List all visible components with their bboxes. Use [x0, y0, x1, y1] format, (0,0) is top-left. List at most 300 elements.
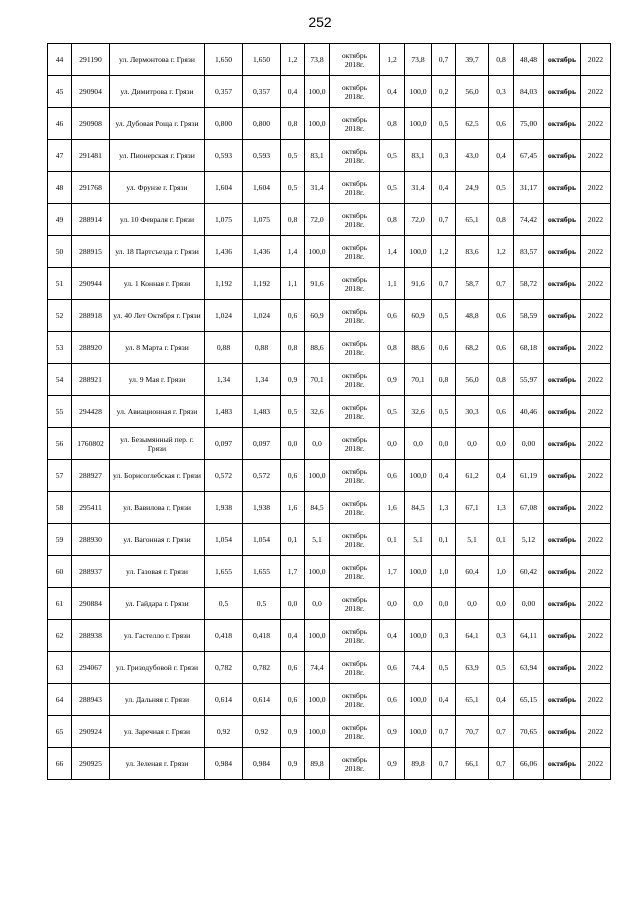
- percent-normative-cell: 60,4: [456, 556, 489, 588]
- row-number-cell: 63: [48, 652, 72, 684]
- table-row: [48, 620, 611, 652]
- percent-normative-cell: 62,5: [456, 108, 489, 140]
- length-normative-cell: 0,5: [432, 652, 456, 684]
- percent-good-2-cell: 84,5: [405, 492, 432, 524]
- length-good-2-cell: 0,9: [380, 748, 405, 780]
- deadline-year-cell: 2022: [581, 236, 611, 268]
- street-name-cell: ул. Димитрова г. Грязи: [110, 76, 205, 108]
- road-code-cell: 291481: [72, 140, 110, 172]
- length-total-cell: 0,357: [205, 76, 243, 108]
- assessment-date-cell: октябрь 2018г.: [330, 108, 380, 140]
- length-checked-cell: 0,800: [243, 108, 281, 140]
- deadline-month-cell: октябрь: [544, 44, 581, 76]
- deadline-year-cell: 2022: [581, 556, 611, 588]
- street-name-cell: ул. Фрунзе г. Грязи: [110, 172, 205, 204]
- deadline-year-cell: 2022: [581, 396, 611, 428]
- length-total-cell: 1,938: [205, 492, 243, 524]
- street-name-cell: ул. 1 Конная г. Грязи: [110, 268, 205, 300]
- deadline-month-cell: октябрь: [544, 556, 581, 588]
- percent-normative-cell: 39,7: [456, 44, 489, 76]
- length-good-2-cell: 0,8: [380, 108, 405, 140]
- row-number-cell: 64: [48, 684, 72, 716]
- length-normative-2-cell: 0,4: [489, 140, 514, 172]
- length-total-cell: 1,483: [205, 396, 243, 428]
- length-total-cell: 0,593: [205, 140, 243, 172]
- road-data-table: [47, 43, 611, 780]
- length-good-2-cell: 1,1: [380, 268, 405, 300]
- length-good-2-cell: 0,0: [380, 428, 405, 460]
- percent-good-2-cell: 88,6: [405, 332, 432, 364]
- row-number-cell: 60: [48, 556, 72, 588]
- percent-normative-2-cell: 65,15: [514, 684, 544, 716]
- row-number-cell: 56: [48, 428, 72, 460]
- assessment-date-cell: октябрь 2018г.: [330, 172, 380, 204]
- percent-normative-2-cell: 48,48: [514, 44, 544, 76]
- street-name-cell: ул. Пионерская г. Грязи: [110, 140, 205, 172]
- table-row: [48, 684, 611, 716]
- percent-normative-cell: 61,2: [456, 460, 489, 492]
- percent-good-2-cell: 100,0: [405, 76, 432, 108]
- deadline-year-cell: 2022: [581, 204, 611, 236]
- length-normative-cell: 0,0: [432, 428, 456, 460]
- assessment-date-cell: октябрь 2018г.: [330, 332, 380, 364]
- street-name-cell: ул. 8 Марта г. Грязи: [110, 332, 205, 364]
- deadline-month-cell: октябрь: [544, 140, 581, 172]
- percent-good-cell: 100,0: [305, 460, 330, 492]
- length-good-2-cell: 0,5: [380, 172, 405, 204]
- deadline-year-cell: 2022: [581, 652, 611, 684]
- deadline-month-cell: октябрь: [544, 236, 581, 268]
- length-total-cell: 0,984: [205, 748, 243, 780]
- table-row: [48, 332, 611, 364]
- deadline-year-cell: 2022: [581, 460, 611, 492]
- percent-good-2-cell: 5,1: [405, 524, 432, 556]
- percent-normative-2-cell: 84,03: [514, 76, 544, 108]
- percent-normative-cell: 83,6: [456, 236, 489, 268]
- percent-good-2-cell: 91,6: [405, 268, 432, 300]
- length-checked-cell: 1,483: [243, 396, 281, 428]
- percent-good-2-cell: 0,0: [405, 428, 432, 460]
- table-row: [48, 588, 611, 620]
- deadline-month-cell: октябрь: [544, 716, 581, 748]
- percent-good-cell: 72,0: [305, 204, 330, 236]
- table-row: [48, 652, 611, 684]
- length-good-cell: 0,0: [281, 588, 305, 620]
- length-normative-cell: 1,0: [432, 556, 456, 588]
- length-good-cell: 0,6: [281, 684, 305, 716]
- length-checked-cell: 0,572: [243, 460, 281, 492]
- length-total-cell: 1,054: [205, 524, 243, 556]
- length-normative-cell: 0,2: [432, 76, 456, 108]
- length-normative-2-cell: 1,0: [489, 556, 514, 588]
- length-good-2-cell: 0,6: [380, 652, 405, 684]
- percent-good-2-cell: 31,4: [405, 172, 432, 204]
- deadline-year-cell: 2022: [581, 172, 611, 204]
- length-normative-cell: 1,2: [432, 236, 456, 268]
- length-checked-cell: 0,418: [243, 620, 281, 652]
- length-checked-cell: 1,024: [243, 300, 281, 332]
- assessment-date-cell: октябрь 2018г.: [330, 236, 380, 268]
- length-good-2-cell: 0,0: [380, 588, 405, 620]
- length-checked-cell: 0,782: [243, 652, 281, 684]
- percent-normative-cell: 67,1: [456, 492, 489, 524]
- length-total-cell: 1,655: [205, 556, 243, 588]
- percent-normative-cell: 70,7: [456, 716, 489, 748]
- deadline-month-cell: октябрь: [544, 684, 581, 716]
- assessment-date-cell: октябрь 2018г.: [330, 396, 380, 428]
- length-total-cell: 1,436: [205, 236, 243, 268]
- length-normative-2-cell: 0,3: [489, 76, 514, 108]
- road-code-cell: 288915: [72, 236, 110, 268]
- street-name-cell: ул. Безымянный пер. г. Грязи: [110, 428, 205, 460]
- length-good-cell: 0,6: [281, 300, 305, 332]
- road-code-cell: 288930: [72, 524, 110, 556]
- percent-normative-2-cell: 83,57: [514, 236, 544, 268]
- deadline-month-cell: октябрь: [544, 76, 581, 108]
- assessment-date-cell: октябрь 2018г.: [330, 652, 380, 684]
- percent-normative-2-cell: 64,11: [514, 620, 544, 652]
- length-normative-cell: 0,5: [432, 108, 456, 140]
- length-total-cell: 0,418: [205, 620, 243, 652]
- length-checked-cell: 0,984: [243, 748, 281, 780]
- percent-normative-2-cell: 0,00: [514, 588, 544, 620]
- deadline-year-cell: 2022: [581, 684, 611, 716]
- length-normative-cell: 0,4: [432, 684, 456, 716]
- road-code-cell: 1760802: [72, 428, 110, 460]
- percent-good-cell: 100,0: [305, 684, 330, 716]
- percent-normative-cell: 0,0: [456, 588, 489, 620]
- length-good-cell: 0,0: [281, 428, 305, 460]
- length-good-2-cell: 0,6: [380, 300, 405, 332]
- length-good-cell: 0,1: [281, 524, 305, 556]
- length-good-2-cell: 1,7: [380, 556, 405, 588]
- row-number-cell: 48: [48, 172, 72, 204]
- length-good-2-cell: 0,8: [380, 332, 405, 364]
- deadline-year-cell: 2022: [581, 524, 611, 556]
- length-checked-cell: 0,5: [243, 588, 281, 620]
- length-good-2-cell: 0,4: [380, 620, 405, 652]
- length-normative-cell: 0,3: [432, 620, 456, 652]
- length-good-2-cell: 0,9: [380, 716, 405, 748]
- percent-good-cell: 89,8: [305, 748, 330, 780]
- length-checked-cell: 1,655: [243, 556, 281, 588]
- street-name-cell: ул. 9 Мая г. Грязи: [110, 364, 205, 396]
- deadline-year-cell: 2022: [581, 588, 611, 620]
- percent-good-cell: 100,0: [305, 76, 330, 108]
- percent-good-cell: 100,0: [305, 108, 330, 140]
- assessment-date-cell: октябрь 2018г.: [330, 556, 380, 588]
- length-good-cell: 1,2: [281, 44, 305, 76]
- percent-normative-2-cell: 63,94: [514, 652, 544, 684]
- percent-good-2-cell: 72,0: [405, 204, 432, 236]
- length-good-cell: 0,9: [281, 748, 305, 780]
- percent-good-cell: 100,0: [305, 716, 330, 748]
- percent-normative-2-cell: 40,46: [514, 396, 544, 428]
- deadline-year-cell: 2022: [581, 140, 611, 172]
- road-code-cell: 290925: [72, 748, 110, 780]
- length-total-cell: 1,604: [205, 172, 243, 204]
- percent-good-cell: 100,0: [305, 620, 330, 652]
- length-good-2-cell: 0,5: [380, 396, 405, 428]
- table-row: [48, 364, 611, 396]
- deadline-month-cell: октябрь: [544, 492, 581, 524]
- percent-good-cell: 60,9: [305, 300, 330, 332]
- row-number-cell: 59: [48, 524, 72, 556]
- length-normative-2-cell: 0,0: [489, 588, 514, 620]
- road-code-cell: 288921: [72, 364, 110, 396]
- percent-normative-2-cell: 75,00: [514, 108, 544, 140]
- length-normative-cell: 0,4: [432, 460, 456, 492]
- percent-good-2-cell: 100,0: [405, 620, 432, 652]
- length-normative-2-cell: 0,8: [489, 204, 514, 236]
- deadline-year-cell: 2022: [581, 364, 611, 396]
- percent-good-2-cell: 100,0: [405, 556, 432, 588]
- length-total-cell: 1,192: [205, 268, 243, 300]
- length-good-2-cell: 1,6: [380, 492, 405, 524]
- assessment-date-cell: октябрь 2018г.: [330, 140, 380, 172]
- assessment-date-cell: октябрь 2018г.: [330, 748, 380, 780]
- street-name-cell: ул. Борисоглебская г. Грязи: [110, 460, 205, 492]
- row-number-cell: 52: [48, 300, 72, 332]
- length-normative-2-cell: 0,7: [489, 748, 514, 780]
- length-good-cell: 0,8: [281, 108, 305, 140]
- length-good-cell: 0,9: [281, 716, 305, 748]
- percent-normative-2-cell: 67,45: [514, 140, 544, 172]
- length-normative-cell: 0,4: [432, 172, 456, 204]
- percent-normative-cell: 5,1: [456, 524, 489, 556]
- deadline-year-cell: 2022: [581, 300, 611, 332]
- table-body: [48, 44, 611, 780]
- deadline-month-cell: октябрь: [544, 652, 581, 684]
- length-normative-cell: 1,3: [432, 492, 456, 524]
- length-normative-2-cell: 0,8: [489, 44, 514, 76]
- length-normative-cell: 0,5: [432, 300, 456, 332]
- percent-good-2-cell: 0,0: [405, 588, 432, 620]
- percent-good-cell: 31,4: [305, 172, 330, 204]
- deadline-year-cell: 2022: [581, 620, 611, 652]
- street-name-cell: ул. Вагонная г. Грязи: [110, 524, 205, 556]
- percent-normative-cell: 63,9: [456, 652, 489, 684]
- road-code-cell: 288914: [72, 204, 110, 236]
- row-number-cell: 61: [48, 588, 72, 620]
- street-name-cell: ул. Лермонтова г. Грязи: [110, 44, 205, 76]
- length-normative-2-cell: 1,2: [489, 236, 514, 268]
- length-total-cell: 1,34: [205, 364, 243, 396]
- length-good-cell: 0,5: [281, 396, 305, 428]
- deadline-year-cell: 2022: [581, 268, 611, 300]
- assessment-date-cell: октябрь 2018г.: [330, 588, 380, 620]
- street-name-cell: ул. Заречная г. Грязи: [110, 716, 205, 748]
- length-normative-2-cell: 1,3: [489, 492, 514, 524]
- length-good-cell: 0,5: [281, 172, 305, 204]
- percent-good-cell: 0,0: [305, 428, 330, 460]
- road-code-cell: 295411: [72, 492, 110, 524]
- table-row: [48, 428, 611, 460]
- deadline-month-cell: октябрь: [544, 460, 581, 492]
- length-normative-2-cell: 0,1: [489, 524, 514, 556]
- percent-normative-cell: 43,0: [456, 140, 489, 172]
- length-normative-cell: 0,6: [432, 332, 456, 364]
- percent-good-2-cell: 89,8: [405, 748, 432, 780]
- percent-normative-2-cell: 58,72: [514, 268, 544, 300]
- road-code-cell: 288918: [72, 300, 110, 332]
- street-name-cell: ул. 18 Партсъезда г. Грязи: [110, 236, 205, 268]
- table-row: [48, 556, 611, 588]
- street-name-cell: ул. Гастелло г. Грязи: [110, 620, 205, 652]
- table-row: [48, 172, 611, 204]
- length-good-cell: 0,4: [281, 620, 305, 652]
- length-total-cell: 0,88: [205, 332, 243, 364]
- percent-normative-2-cell: 66,06: [514, 748, 544, 780]
- street-name-cell: ул. Авиационная г. Грязи: [110, 396, 205, 428]
- length-normative-cell: 0,7: [432, 44, 456, 76]
- length-good-2-cell: 0,4: [380, 76, 405, 108]
- length-normative-2-cell: 0,7: [489, 716, 514, 748]
- row-number-cell: 55: [48, 396, 72, 428]
- deadline-year-cell: 2022: [581, 492, 611, 524]
- percent-normative-cell: 68,2: [456, 332, 489, 364]
- length-normative-cell: 0,7: [432, 716, 456, 748]
- road-code-cell: 288937: [72, 556, 110, 588]
- percent-good-2-cell: 73,8: [405, 44, 432, 76]
- assessment-date-cell: октябрь 2018г.: [330, 268, 380, 300]
- assessment-date-cell: октябрь 2018г.: [330, 620, 380, 652]
- percent-good-cell: 0,0: [305, 588, 330, 620]
- street-name-cell: ул. 10 Февраля г. Грязи: [110, 204, 205, 236]
- street-name-cell: ул. Вавилова г. Грязи: [110, 492, 205, 524]
- percent-normative-cell: 65,1: [456, 684, 489, 716]
- percent-good-cell: 91,6: [305, 268, 330, 300]
- percent-good-2-cell: 100,0: [405, 108, 432, 140]
- road-code-cell: 290944: [72, 268, 110, 300]
- row-number-cell: 54: [48, 364, 72, 396]
- length-total-cell: 0,800: [205, 108, 243, 140]
- assessment-date-cell: октябрь 2018г.: [330, 684, 380, 716]
- length-total-cell: 1,650: [205, 44, 243, 76]
- percent-normative-cell: 48,8: [456, 300, 489, 332]
- percent-normative-cell: 24,9: [456, 172, 489, 204]
- percent-normative-2-cell: 31,17: [514, 172, 544, 204]
- length-good-cell: 1,4: [281, 236, 305, 268]
- percent-good-cell: 83,1: [305, 140, 330, 172]
- road-code-cell: 291768: [72, 172, 110, 204]
- percent-good-2-cell: 32,6: [405, 396, 432, 428]
- percent-normative-2-cell: 60,42: [514, 556, 544, 588]
- table-row: [48, 108, 611, 140]
- percent-good-2-cell: 100,0: [405, 236, 432, 268]
- street-name-cell: ул. Зеленая г. Грязи: [110, 748, 205, 780]
- percent-normative-cell: 64,1: [456, 620, 489, 652]
- length-good-cell: 0,6: [281, 460, 305, 492]
- deadline-year-cell: 2022: [581, 44, 611, 76]
- percent-normative-2-cell: 61,19: [514, 460, 544, 492]
- length-normative-2-cell: 0,6: [489, 108, 514, 140]
- length-checked-cell: 1,938: [243, 492, 281, 524]
- percent-good-cell: 84,5: [305, 492, 330, 524]
- percent-normative-2-cell: 55,97: [514, 364, 544, 396]
- length-good-2-cell: 0,6: [380, 460, 405, 492]
- road-code-cell: 288938: [72, 620, 110, 652]
- assessment-date-cell: октябрь 2018г.: [330, 44, 380, 76]
- length-normative-2-cell: 0,8: [489, 364, 514, 396]
- row-number-cell: 66: [48, 748, 72, 780]
- street-name-cell: ул. Дальняя г. Грязи: [110, 684, 205, 716]
- deadline-month-cell: октябрь: [544, 428, 581, 460]
- table-row: [48, 748, 611, 780]
- length-good-2-cell: 1,2: [380, 44, 405, 76]
- street-name-cell: ул. Гайдара г. Грязи: [110, 588, 205, 620]
- road-code-cell: 288920: [72, 332, 110, 364]
- length-good-2-cell: 0,9: [380, 364, 405, 396]
- deadline-month-cell: октябрь: [544, 108, 581, 140]
- length-total-cell: 1,024: [205, 300, 243, 332]
- deadline-month-cell: октябрь: [544, 172, 581, 204]
- table-row: [48, 76, 611, 108]
- percent-normative-cell: 66,1: [456, 748, 489, 780]
- assessment-date-cell: октябрь 2018г.: [330, 460, 380, 492]
- percent-normative-cell: 56,0: [456, 76, 489, 108]
- road-code-cell: 290924: [72, 716, 110, 748]
- percent-normative-2-cell: 5,12: [514, 524, 544, 556]
- percent-good-cell: 100,0: [305, 556, 330, 588]
- length-good-cell: 0,4: [281, 76, 305, 108]
- assessment-date-cell: октябрь 2018г.: [330, 204, 380, 236]
- percent-normative-2-cell: 0,00: [514, 428, 544, 460]
- deadline-month-cell: октябрь: [544, 748, 581, 780]
- percent-good-cell: 70,1: [305, 364, 330, 396]
- table-row: [48, 44, 611, 76]
- road-code-cell: 288927: [72, 460, 110, 492]
- percent-normative-cell: 65,1: [456, 204, 489, 236]
- street-name-cell: ул. Гризодубовой г. Грязи: [110, 652, 205, 684]
- length-good-2-cell: 0,5: [380, 140, 405, 172]
- row-number-cell: 58: [48, 492, 72, 524]
- table-row: [48, 268, 611, 300]
- assessment-date-cell: октябрь 2018г.: [330, 428, 380, 460]
- percent-good-cell: 88,6: [305, 332, 330, 364]
- row-number-cell: 53: [48, 332, 72, 364]
- length-checked-cell: 0,92: [243, 716, 281, 748]
- length-good-cell: 1,6: [281, 492, 305, 524]
- length-good-cell: 1,7: [281, 556, 305, 588]
- deadline-year-cell: 2022: [581, 716, 611, 748]
- assessment-date-cell: октябрь 2018г.: [330, 492, 380, 524]
- length-normative-cell: 0,0: [432, 588, 456, 620]
- length-checked-cell: 0,614: [243, 684, 281, 716]
- length-normative-2-cell: 0,5: [489, 652, 514, 684]
- row-number-cell: 50: [48, 236, 72, 268]
- assessment-date-cell: октябрь 2018г.: [330, 76, 380, 108]
- length-normative-2-cell: 0,6: [489, 396, 514, 428]
- percent-good-cell: 32,6: [305, 396, 330, 428]
- length-total-cell: 0,782: [205, 652, 243, 684]
- table-row: [48, 396, 611, 428]
- length-normative-2-cell: 0,6: [489, 300, 514, 332]
- row-number-cell: 46: [48, 108, 72, 140]
- percent-good-2-cell: 100,0: [405, 684, 432, 716]
- table-row: [48, 204, 611, 236]
- road-code-cell: 288943: [72, 684, 110, 716]
- length-checked-cell: 1,054: [243, 524, 281, 556]
- length-checked-cell: 1,650: [243, 44, 281, 76]
- length-good-cell: 0,9: [281, 364, 305, 396]
- percent-good-cell: 73,8: [305, 44, 330, 76]
- row-number-cell: 65: [48, 716, 72, 748]
- street-name-cell: ул. Дубовая Роща г. Грязи: [110, 108, 205, 140]
- deadline-month-cell: октябрь: [544, 332, 581, 364]
- length-normative-2-cell: 0,0: [489, 428, 514, 460]
- percent-good-cell: 5,1: [305, 524, 330, 556]
